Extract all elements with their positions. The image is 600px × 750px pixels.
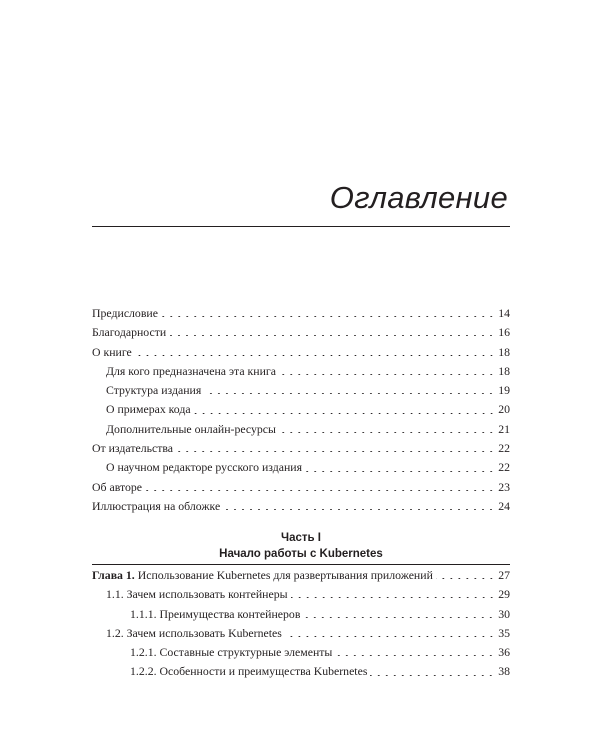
toc-entry-label: От издательства <box>92 441 174 456</box>
chapter-prefix: Глава 1. <box>92 568 135 582</box>
toc-entry-title <box>130 643 335 662</box>
dot-leader <box>194 413 496 414</box>
toc-entry-title <box>106 420 279 439</box>
toc-entry-label: Об авторе <box>92 479 143 494</box>
toc-entry[interactable] <box>92 420 510 439</box>
part-title: Начало работы с Kubernetes <box>219 547 383 560</box>
dot-leader <box>145 490 495 491</box>
toc-entry[interactable] <box>92 343 510 362</box>
toc-entry-page: 14 <box>498 306 510 320</box>
toc-entry-title <box>106 458 305 477</box>
toc-entry-label: 1.1. Зачем использовать контейнеры <box>106 587 288 602</box>
page-title: Оглавление <box>329 180 508 215</box>
toc-entry[interactable] <box>92 362 510 381</box>
dot-leader <box>335 655 495 656</box>
part-heading <box>92 531 510 562</box>
toc-entry[interactable] <box>92 400 510 419</box>
toc-entry-page: 29 <box>498 587 510 602</box>
toc-entry[interactable] <box>92 585 510 604</box>
dot-leader <box>169 335 495 336</box>
toc-entry-page: 22 <box>498 441 510 456</box>
part-number: Часть I <box>281 532 321 544</box>
toc-entry[interactable] <box>92 381 510 400</box>
toc-entry[interactable] <box>92 478 510 497</box>
toc-entry-title <box>106 585 291 604</box>
toc-entry-label: 1.1.1. Преимущества контейнеров <box>130 606 301 621</box>
dot-leader <box>223 509 495 510</box>
toc-entry-title <box>92 497 223 516</box>
toc-entry-page: 38 <box>498 664 510 679</box>
toc-entry-page: 27 <box>498 568 510 582</box>
toc-entry[interactable] <box>92 624 510 643</box>
part-rule <box>92 564 510 565</box>
toc-entry-label: О научном редакторе русского издания <box>106 460 303 475</box>
toc-entry-label: О примерах кода <box>106 402 191 417</box>
toc-entry-title <box>92 343 135 362</box>
toc-entry-page: 16 <box>498 325 510 340</box>
toc-entry-label: 1.2. Зачем использовать Kubernetes <box>106 625 282 640</box>
toc-entry-page: 22 <box>498 460 510 475</box>
dot-leader <box>176 451 495 452</box>
toc-entry-title <box>106 381 204 400</box>
toc-entry-page: 23 <box>498 479 510 494</box>
toc-entry-label: Структура издания <box>106 383 202 398</box>
toc-entry-page: 35 <box>498 625 510 640</box>
toc-front-matter <box>92 304 510 516</box>
toc-entry-page: 21 <box>498 421 510 436</box>
toc-entry[interactable] <box>92 605 510 624</box>
toc-entry-title <box>130 605 303 624</box>
toc-entry[interactable] <box>92 458 510 477</box>
toc-entry-title <box>92 304 161 323</box>
toc-entry-label: Использование Kubernetes для развертывания приложений <box>137 568 433 582</box>
toc-entry-title <box>92 478 145 497</box>
toc-entry-label: 1.2.2. Особенности и преимущества Kubernetes <box>130 664 368 679</box>
toc-entry-label: Для кого предназначена эта книга <box>106 363 276 378</box>
title-rule <box>92 226 510 227</box>
toc-entry[interactable] <box>92 643 510 662</box>
toc-entry-title <box>130 662 370 681</box>
toc-entry-title <box>92 323 169 342</box>
toc-entry-page: 30 <box>498 606 510 621</box>
toc-entry-label: Иллюстрация на обложке <box>92 498 221 513</box>
toc-entry-page: 18 <box>498 344 510 359</box>
toc-entry-page: 24 <box>498 498 510 513</box>
toc-entry[interactable] <box>92 439 510 458</box>
toc-entry-title <box>92 566 436 585</box>
toc-entry-label: Благодарности <box>92 325 167 340</box>
toc-chapter-1 <box>92 566 510 682</box>
dot-leader <box>135 355 495 356</box>
toc-entry-page: 20 <box>498 402 510 417</box>
toc-entry[interactable] <box>92 323 510 342</box>
toc-entry[interactable] <box>92 662 510 681</box>
dot-leader <box>204 393 495 394</box>
toc-entry-title <box>106 362 279 381</box>
toc-entry-title <box>106 400 194 419</box>
toc-entry-label: Предисловие <box>92 306 158 320</box>
toc-entry-page: 18 <box>498 363 510 378</box>
toc-entry-page: 19 <box>498 383 510 398</box>
toc-entry-title <box>106 624 285 643</box>
dot-leader <box>305 471 495 472</box>
toc-entry-label: Дополнительные онлайн-ресурсы <box>106 421 276 436</box>
toc-entry-title <box>92 439 176 458</box>
dot-leader <box>279 374 495 375</box>
toc-entry[interactable] <box>92 304 510 323</box>
toc-entry-label: О книге <box>92 344 132 359</box>
toc-entry[interactable] <box>92 566 510 585</box>
toc-entry-label: 1.2.1. Составные структурные элементы <box>130 645 333 660</box>
toc-entry[interactable] <box>92 497 510 516</box>
dot-leader <box>303 617 495 618</box>
dot-leader <box>436 578 495 579</box>
dot-leader <box>370 675 495 676</box>
dot-leader <box>285 636 495 637</box>
toc-entry-page: 36 <box>498 645 510 660</box>
dot-leader <box>291 597 496 598</box>
dot-leader <box>279 432 495 433</box>
dot-leader <box>161 316 495 317</box>
